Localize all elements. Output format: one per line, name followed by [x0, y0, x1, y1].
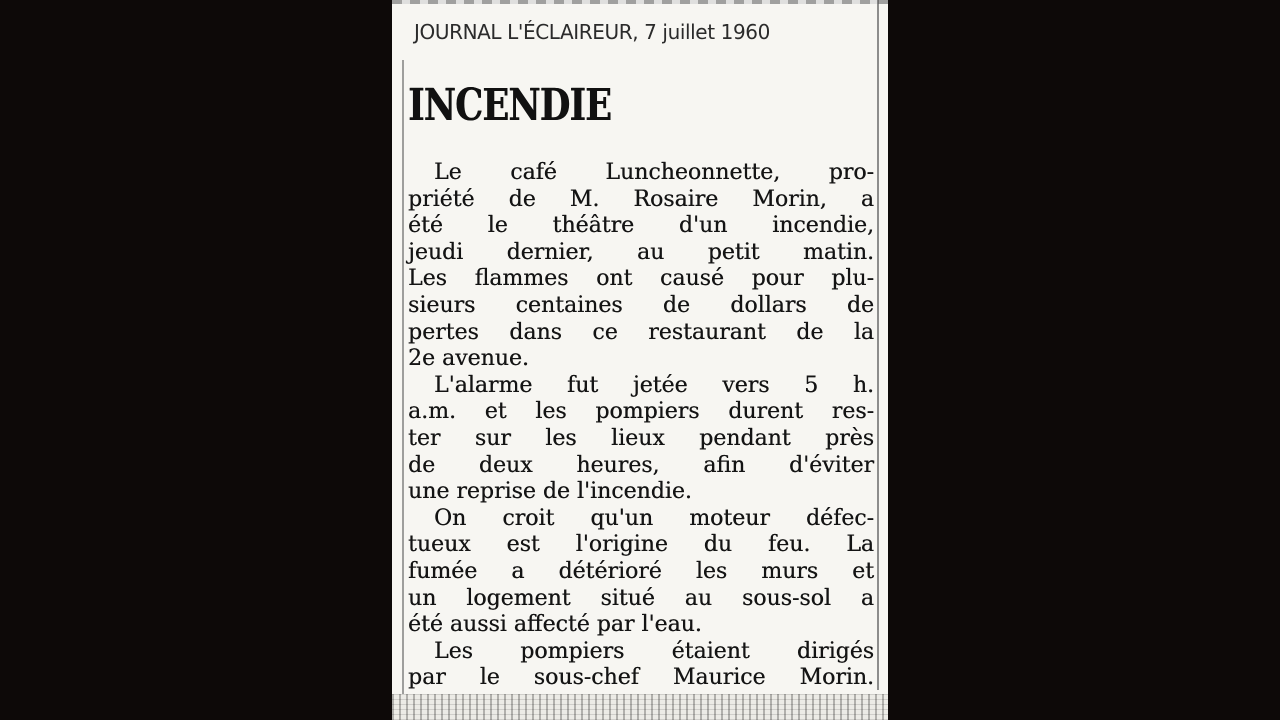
article-line: L'alarme fut jetée vers 5 h. — [434, 372, 874, 398]
article-line: jeudi dernier, au petit matin. — [408, 239, 874, 265]
article-line: ter sur les lieux pendant près — [408, 425, 874, 451]
article-line: une reprise de l'incendie. — [408, 479, 692, 505]
article-line: sieurs centaines de dollars de — [408, 292, 874, 318]
left-column-rule — [402, 60, 404, 700]
article-line: a.m. et les pompiers durent res- — [408, 399, 874, 425]
newspaper-clipping — [392, 0, 888, 720]
article-line: pertes dans ce restaurant de la — [408, 319, 874, 345]
article-line: 2e avenue. — [408, 346, 529, 372]
article-line: par le sous-chef Maurice Morin. — [408, 665, 874, 691]
article-line: Les pompiers étaient dirigés — [434, 638, 874, 664]
top-border — [392, 0, 888, 4]
article-line: priété de M. Rosaire Morin, a — [408, 186, 874, 212]
source-line: JOURNAL L'ÉCLAIREUR, 7 juillet 1960 — [414, 20, 770, 44]
article-body — [408, 160, 874, 692]
article-line: On croit qu'un moteur défec- — [434, 505, 874, 531]
article-line: Les flammes ont causé pour plu- — [408, 266, 874, 292]
article-line: tueux est l'origine du feu. La — [408, 532, 874, 558]
torn-bottom-edge — [392, 694, 888, 720]
right-column-rule — [877, 0, 879, 690]
headline: INCENDIE — [408, 80, 612, 131]
article-line: été le théâtre d'un incendie, — [408, 213, 874, 239]
article-line: fumée a détérioré les murs et — [408, 558, 874, 584]
article-line: un logement situé au sous-sol a — [408, 585, 874, 611]
article-line: de deux heures, afin d'éviter — [408, 452, 874, 478]
article-line: été aussi affecté par l'eau. — [408, 612, 702, 638]
article-line: Le café Luncheonnette, pro- — [434, 160, 874, 185]
